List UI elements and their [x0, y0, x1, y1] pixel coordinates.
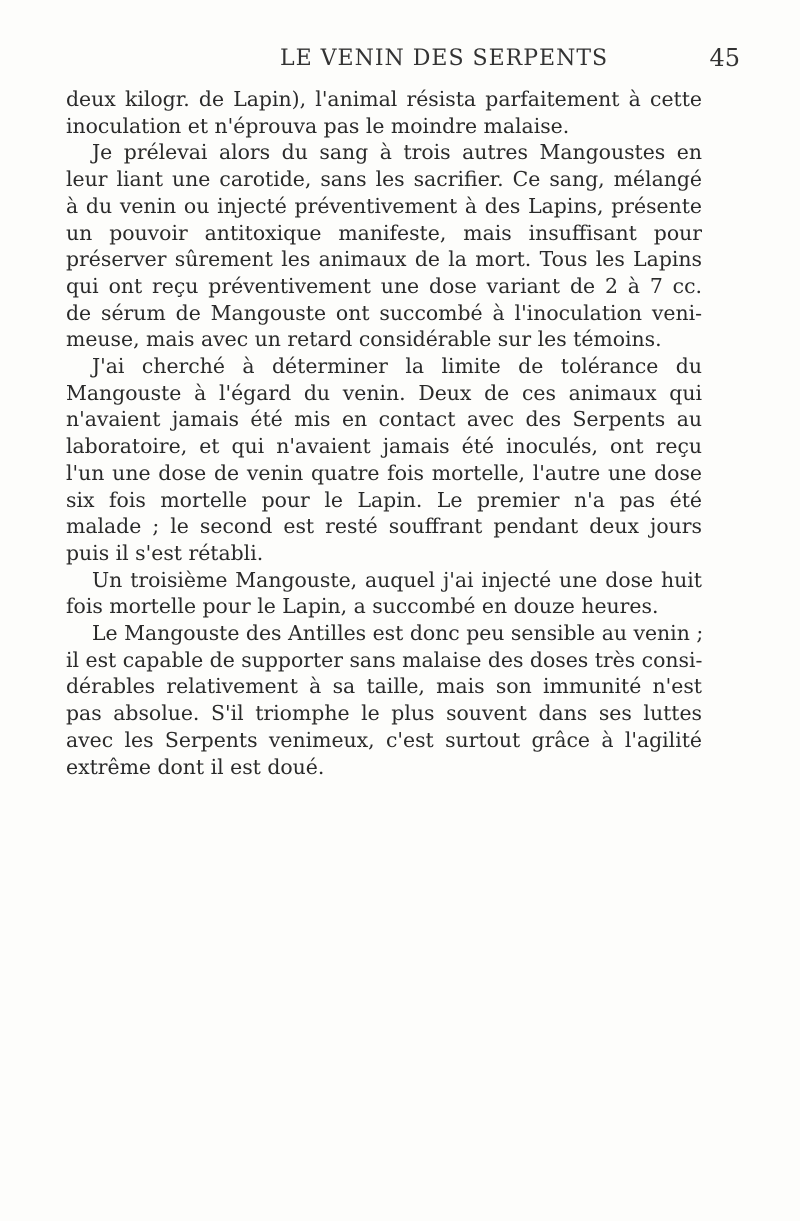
text-line: extrême dont il est doué. [66, 754, 325, 779]
text-line: malade ; le second est resté souffrant pendant deux jours [66, 514, 702, 539]
text-line: Le Mangouste des Antilles est donc peu sensible au venin ; [92, 621, 704, 646]
text-line: dérables relativement à sa taille, mais son immunité n'est [66, 674, 702, 699]
text-line: Mangouste à l'égard du venin. Deux de ces animaux qui [66, 380, 702, 405]
running-title: LE VENIN DES SERPENTS [280, 46, 609, 71]
text-line: n'avaient jamais été mis en contact avec des Serpents au [66, 407, 702, 432]
text-line: Je prélevai alors du sang à trois autres Mangoustes en [92, 140, 702, 165]
text-line: préserver sûrement les animaux de la mort. Tous les Lapins [66, 247, 702, 272]
text-line: six fois mortelle pour le Lapin. Le premier n'a pas été [66, 487, 702, 512]
body-text [66, 86, 702, 780]
text-line: avec les Serpents venimeux, c'est surtout grâce à l'agilité [66, 727, 702, 752]
text-line: puis il s'est rétabli. [66, 540, 264, 565]
page-number: 45 [709, 44, 740, 72]
text-line: meuse, mais avec un retard considérable sur les témoins. [66, 327, 662, 352]
page-header [280, 44, 740, 74]
text-line: qui ont reçu préventivement une dose variant de 2 à 7 cc. [66, 273, 702, 298]
text-line: à du venin ou injecté préventivement à des Lapins, présente [66, 193, 702, 218]
text-line: leur liant une carotide, sans les sacrifier. Ce sang, mélangé [66, 167, 702, 192]
text-line: un pouvoir antitoxique manifeste, mais insuffisant pour [66, 220, 702, 245]
text-line: l'un une dose de venin quatre fois mortelle, l'autre une dose [66, 460, 702, 485]
text-line: laboratoire, et qui n'avaient jamais été inoculés, ont reçu [66, 434, 702, 459]
text-line: Un troisième Mangouste, auquel j'ai injecté une dose huit [92, 567, 702, 592]
text-line: fois mortelle pour le Lapin, a succombé en douze heures. [66, 594, 659, 619]
text-line: deux kilogr. de Lapin), l'animal résista parfaitement à cette [66, 87, 702, 111]
text-line: J'ai cherché à déterminer la limite de tolérance du [92, 354, 702, 379]
text-line: de sérum de Mangouste ont succombé à l'inoculation veni- [66, 300, 702, 325]
text-line: inoculation et n'éprouva pas le moindre malaise. [66, 113, 570, 138]
text-line: il est capable de supporter sans malaise des doses très consi- [66, 647, 703, 672]
text-line: pas absolue. S'il triomphe le plus souvent dans ses luttes [66, 701, 702, 726]
